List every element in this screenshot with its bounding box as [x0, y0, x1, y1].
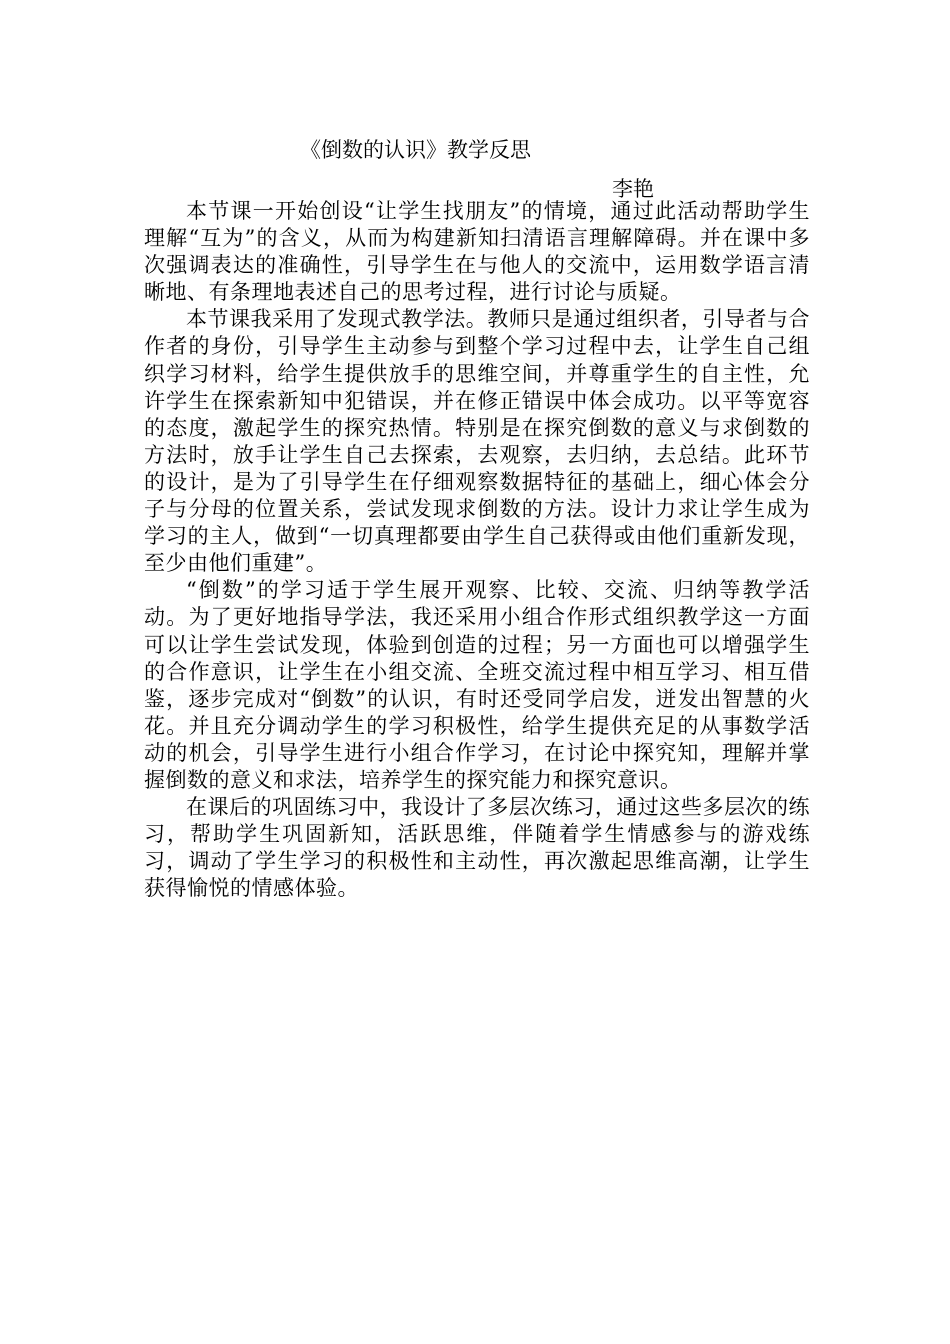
- body-paragraph: “倒数”的学习适于学生展开观察、比较、交流、归纳等教学活动。为了更好地指导学法，我还采用小组合作形式组织教学这一方面可以让学生尝试发现，体验到创造的过程；另一方面也可以增强学生的合作意识，让学生在小组交流、全班交流过程中相互学习、相互借鉴，逐步完成对“倒数”的认识，有时还受同学启发，迸发出智慧的火花。并且充分调动学生的学习积极性，给学生提供充足的从事数学活动的机会，引导学生进行小组合作学习，在讨论中探究知，理解并掌握倒数的意义和求法，培养学生的探究能力和探究意识。: [144, 578, 810, 792]
- document-body: [144, 198, 810, 902]
- document-title: 《倒数的认识》教学反思: [300, 138, 531, 162]
- body-paragraph: 在课后的巩固练习中，我设计了多层次练习，通过这些多层次的练习，帮助学生巩固新知，活跃思维，伴随着学生情感参与的游戏练习，调动了学生学习的积极性和主动性，再次激起思维高潮，让学生获得愉悦的情感体验。: [144, 795, 810, 901]
- document-author: 李艳: [612, 177, 654, 201]
- body-paragraph: 本节课一开始创设“让学生找朋友”的情境，通过此活动帮助学生理解“互为”的含义，从而为构建新知扫清语言理解障碍。并在课中多次强调表达的准确性，引导学生在与他人的交流中，运用数学语言清晰地、有条理地表述自己的思考过程，进行讨论与质疑。: [144, 199, 810, 305]
- body-paragraph: 本节课我采用了发现式教学法。教师只是通过组织者，引导者与合作者的身份，引导学生主动参与到整个学习过程中去，让学生自己组织学习材料，给学生提供放手的思维空间，并尊重学生的自主性，允许学生在探索新知中犯错误，并在修正错误中体会成功。以平等宽容的态度，激起学生的探究热情。特别是在探究倒数的意义与求倒数的方法时，放手让学生自己去探索，去观察，去归纳，去总结。此环节的设计，是为了引导学生在仔细观察数据特征的基础上，细心体会分子与分母的位置关系，尝试发现求倒数的方法。设计力求让学生成为学习的主人，做到“一切真理都要由学生自己获得或由他们重新发现，至少由他们重建”。: [144, 307, 810, 576]
